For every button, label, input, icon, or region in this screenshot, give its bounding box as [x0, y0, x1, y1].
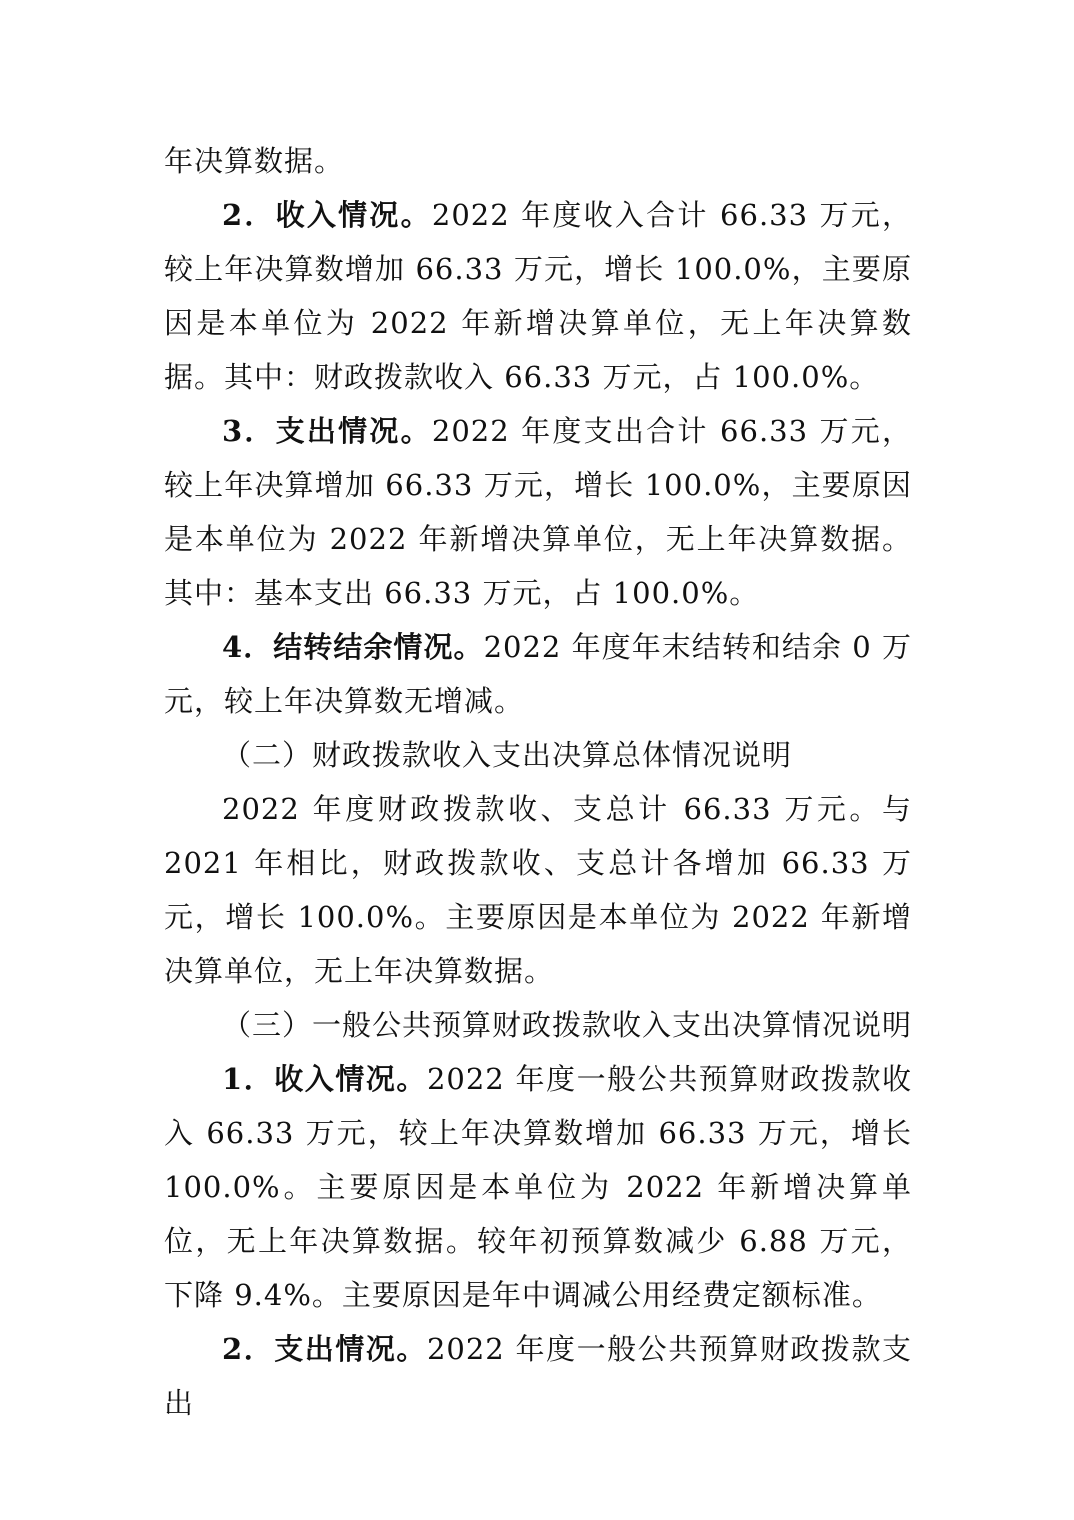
paragraph-continuation [164, 134, 912, 188]
section-heading-2: （二）财政拨款收入支出决算总体情况说明 [222, 738, 793, 772]
paragraph-expenditure [164, 404, 912, 620]
paragraph-lead: 3．支出情况。 [222, 414, 432, 448]
document-page [164, 134, 912, 1430]
paragraph-lead: 1．收入情况。 [222, 1062, 427, 1096]
paragraph-general-expenditure [164, 1322, 912, 1430]
paragraph-text: 2022 年度支出合计 66.33 万元，较上年决算增加 66.33 万元，增长 100.0%，主要原因是本单位为 2022 年新增决算单位，无上年决算数据。其中：基本支出 66.33 万元，占 100.0%。 [164, 414, 912, 610]
paragraph-income [164, 188, 912, 404]
paragraph-text: 2022 年度收入合计 66.33 万元，较上年决算数增加 66.33 万元，增长 100.0%，主要原因是本单位为 2022 年新增决算单位，无上年决算数据。其中：财政拨款收入 66.33 万元，占 100.0%。 [164, 198, 912, 394]
paragraph-text: 2022 年度财政拨款收、支总计 66.33 万元。与 2021 年相比，财政拨款收、支总计各增加 66.33 万元，增长 100.0%。主要原因是本单位为 2022 年新增决算单位，无上年决算数据。 [164, 792, 912, 988]
paragraph-lead: 2．支出情况。 [222, 1332, 427, 1366]
paragraph-text: 年决算数据。 [164, 144, 345, 178]
paragraph-text: 2022 年度一般公共预算财政拨款支出 [164, 1332, 912, 1420]
paragraph-balance [164, 620, 912, 728]
paragraph-fiscal-overview [164, 782, 912, 998]
paragraph-lead: 2．收入情况。 [222, 198, 432, 232]
section-heading-3: （三）一般公共预算财政拨款收入支出决算情况说明 [222, 1008, 913, 1042]
paragraph-lead: 4．结转结余情况。 [222, 630, 484, 664]
paragraph-general-income [164, 1052, 912, 1322]
paragraph-text: 2022 年度年末结转和结余 0 万元，较上年决算数无增减。 [164, 630, 912, 718]
paragraph-text: 2022 年度一般公共预算财政拨款收入 66.33 万元，较上年决算数增加 66.33 万元，增长 100.0%。主要原因是本单位为 2022 年新增决算单位，无上年决算数据。较年初预算数减少 6.88 万元，下降 9.4%。主要原因是年中调减公用经费定额标准。 [164, 1062, 912, 1312]
